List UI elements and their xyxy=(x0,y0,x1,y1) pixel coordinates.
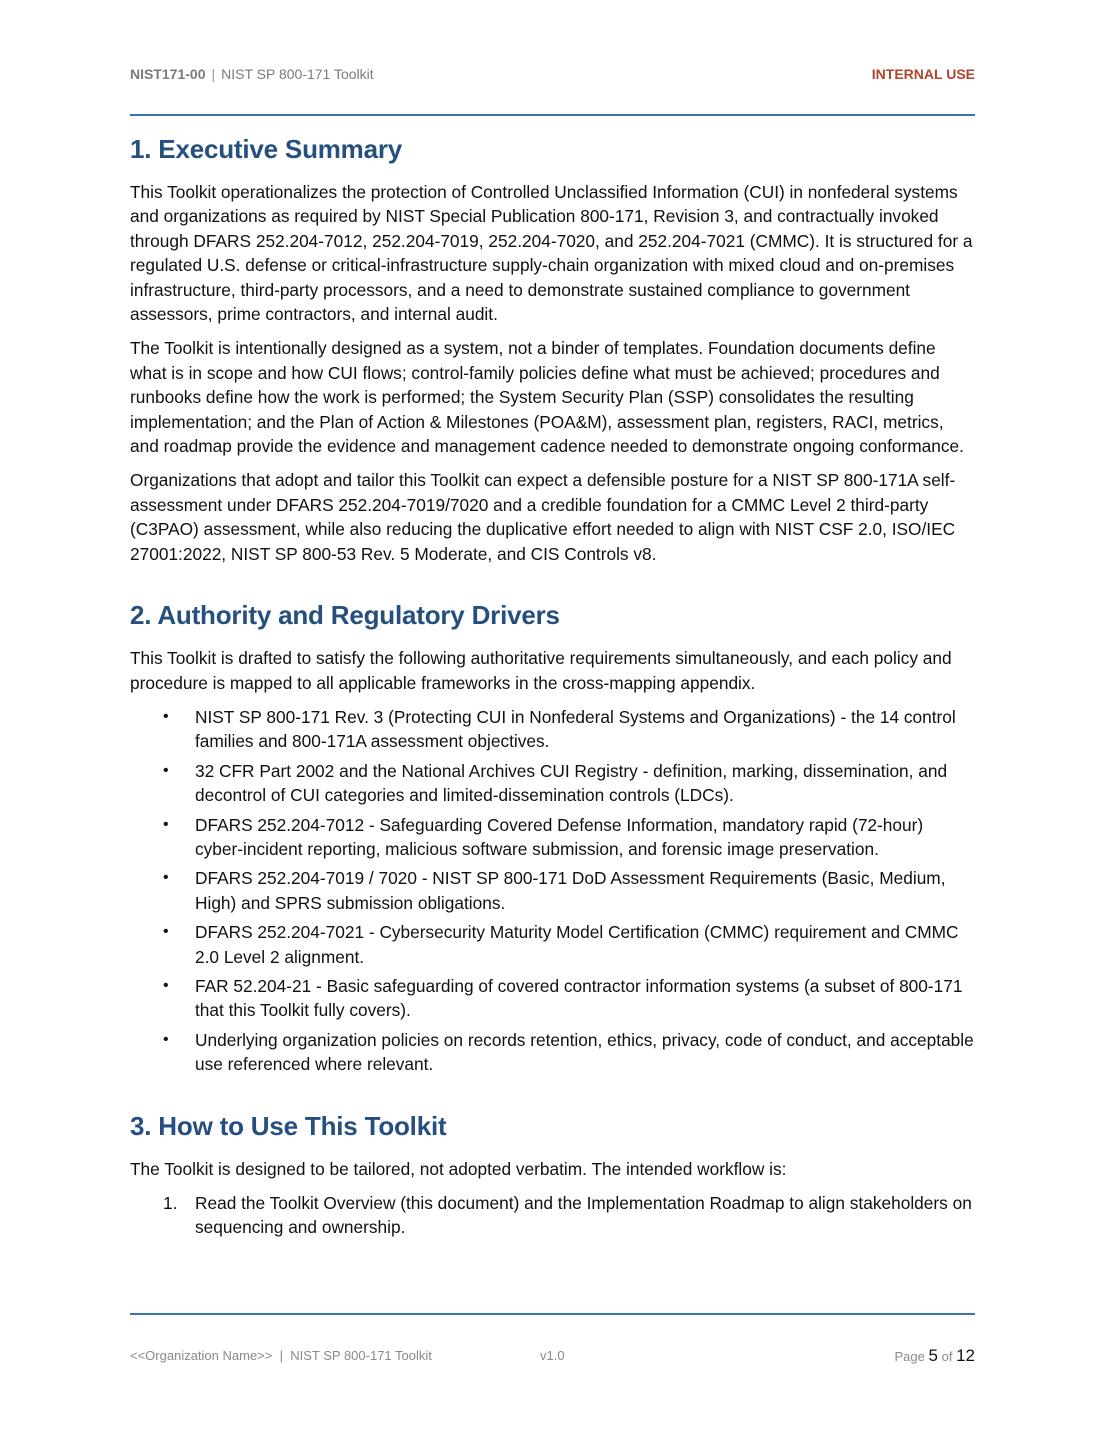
list-item: • NIST SP 800-171 Rev. 3 (Protecting CUI in Nonfederal Systems and Organizations) - the 14 control families and 800-171A assessment objectives. xyxy=(163,706,956,752)
bullet-icon: • xyxy=(163,1030,169,1048)
footer-org-title: <<Organization Name>> | NIST SP 800-171 Toolkit xyxy=(130,1348,432,1363)
footer-version: v1.0 xyxy=(540,1348,565,1363)
section-heading-executive-summary: 1. Executive Summary xyxy=(130,134,403,164)
list-item: 1. Read the Toolkit Overview (this document) and the Implementation Roadmap to align stakeholders on sequencing and ownership. xyxy=(163,1193,972,1238)
header-separator: | xyxy=(211,66,216,82)
bullet-icon: • xyxy=(163,976,169,994)
paragraph: The Toolkit is intentionally designed as a system, not a binder of templates. Foundation documents define what is in scope and how CUI flows; control-family policies define what must be achieved; procedures and runbooks define how the work is performed; the System Security Plan (SSP) consolidates the resulting implementation; and the Plan of Action & Milestones (POA&M), assessment plan, registers, RACI, metrics, and roadmap provide the evidence and management cadence needed to demonstrate ongoing conformance. xyxy=(130,338,964,457)
header-doc-title: NIST SP 800-171 Toolkit xyxy=(221,66,374,82)
page-footer xyxy=(130,1344,975,1368)
bullet-icon: • xyxy=(163,761,169,779)
classification-label: INTERNAL USE xyxy=(871,66,975,82)
list-item: • 32 CFR Part 2002 and the National Archives CUI Registry - definition, marking, dissemination, and decontrol of CUI categories and limited-dissemination controls (LDCs). xyxy=(163,760,948,806)
section-heading-authority: 2. Authority and Regulatory Drivers xyxy=(130,600,560,631)
bullet-icon: • xyxy=(163,923,169,941)
paragraph: This Toolkit is drafted to satisfy the following authoritative requirements simultaneously, and each policy and procedure is mapped to all applicable frameworks in the cross-mapping appendix. xyxy=(130,648,952,693)
paragraph: The Toolkit is designed to be tailored, not adopted verbatim. The intended workflow is: xyxy=(130,1158,787,1179)
list-item: • FAR 52.204-21 - Basic safeguarding of covered contractor information systems (a subset of 800-171 that this Toolkit fully covers). xyxy=(163,975,963,1021)
bullet-icon: • xyxy=(163,815,169,833)
footer-rule xyxy=(130,1313,975,1315)
list-item: • DFARS 252.204-7019 / 7020 - NIST SP 800-171 DoD Assessment Requirements (Basic, Medium, High) and SPRS submission obligations. xyxy=(163,868,946,913)
document-page xyxy=(130,0,975,1430)
list-item: • Underlying organization policies on records retention, ethics, privacy, code of conduct, and acceptable use referenced where relevant. xyxy=(163,1029,974,1075)
page-header xyxy=(130,64,975,84)
document-body xyxy=(130,128,975,1245)
step-number: 1. xyxy=(163,1193,178,1213)
list-item: • DFARS 252.204-7012 - Safeguarding Covered Defense Information, mandatory rapid (72-hour) cyber-incident reporting, malicious software submission, and forensic image preservation. xyxy=(163,814,924,859)
doc-id: NIST171-00 xyxy=(130,66,206,82)
bullet-icon: • xyxy=(163,869,169,887)
paragraph: This Toolkit operationalizes the protection of Controlled Unclassified Information (CUI) in nonfederal systems and organizations as required by NIST Special Publication 800-171, Revision 3, and contractually invoked through DFARS 252.204-7012, 252.204-7019, 252.204-7020, and 252.204-7021 (CMMC). It is structured for a regulated U.S. defense or critical-infrastructure supply-chain organization with mixed cloud and on-premises infrastructure, third-party processors, and a need to demonstrate sustained compliance to government assessors, prime contractors, and internal audit. xyxy=(130,182,973,325)
page-number: Page 5 of 12 xyxy=(894,1346,975,1365)
header-rule xyxy=(130,114,975,116)
workflow-steps-list xyxy=(130,1191,975,1240)
bullet-icon: • xyxy=(163,707,169,725)
section-heading-how-to-use: 3. How to Use This Toolkit xyxy=(130,1110,447,1141)
paragraph: Organizations that adopt and tailor this Toolkit can expect a defensible posture for a NIST SP 800-171A self-assessment under DFARS 252.204-7019/7020 and a credible foundation for a CMMC Level 2 third-party (C3PAO) assessment, while also reducing the duplicative effort needed to align with NIST CSF 2.0, ISO/IEC 27001:2022, NIST SP 800-53 Rev. 5 Moderate, and CIS Controls v8. xyxy=(130,470,956,564)
regulatory-drivers-list xyxy=(130,705,975,1077)
list-item: • DFARS 252.204-7021 - Cybersecurity Maturity Model Certification (CMMC) requirement and CMMC 2.0 Level 2 alignment. xyxy=(163,922,959,967)
